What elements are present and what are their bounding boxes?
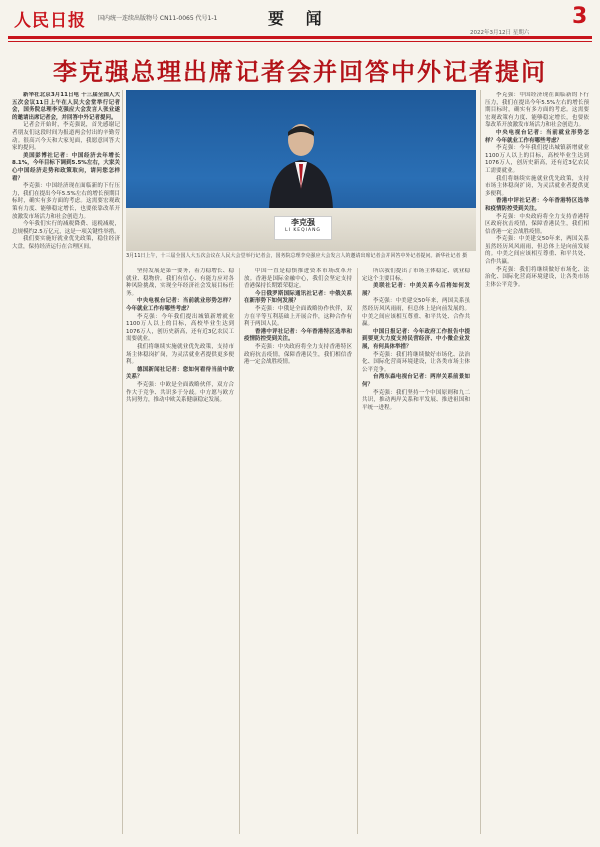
paragraph: 所以我们提出了市场主体稳定、就业稳定这个主要目标。	[362, 268, 470, 282]
header-rule-thin	[8, 41, 592, 42]
article-column-3	[244, 268, 352, 834]
nameplate-chinese: 李克强	[291, 218, 315, 227]
column-divider	[122, 90, 123, 834]
paragraph: 香港中评社记者：今年香港特区选举和疫情防控受到关注。	[244, 328, 352, 343]
paragraph: 李克强：中俄是全面战略协作伙伴，双方在平等互利基础上开展合作，这种合作有利于两国人民。	[244, 305, 352, 328]
paragraph: 美国彭博社记者：中国经济去年增长8.1%，今年目标下调到5.5%左右，大家关心中国经济走势和政策取向，请问您怎样看？	[12, 152, 120, 182]
paragraph: 我们将继续实施就业优先政策，支持市场主体稳岗扩岗，为灵活就业者提供更多便利。	[485, 175, 589, 197]
press-conference-photo	[126, 90, 476, 251]
paragraph: 李克强：中国经济现在面临新的下行压力，我们在提出今年5.5%左右的增长预期目标时，确实有多方面的考虑。这需要宏观政策有力度、能够稳定增长，也要依靠改革开放激发市场活力和社会创造力。	[12, 183, 120, 220]
paragraph: 我们将继续实施就业优先政策，支持市场主体稳岗扩岗，为灵活就业者提供更多便利。	[126, 343, 234, 366]
paragraph: 台湾东森电视台记者：两岸关系前景如何？	[362, 374, 470, 388]
nameplate	[274, 216, 332, 240]
column-divider	[239, 268, 240, 834]
header-rule-thick	[8, 36, 592, 39]
paragraph: 今日俄罗斯国际通讯社记者：中俄关系在新形势下如何发展？	[244, 290, 352, 305]
paragraph: 坚持发展是第一要务，着力稳增长、稳就业、稳物价。我们有信心、有能力应对各种风险挑战，实现全年经济社会发展目标任务。	[126, 268, 234, 297]
paragraph: 李克强：我们将继续做好市场化、法治化、国际化营商环境建设，让各类市场主体公平竞争。	[485, 266, 589, 288]
publication-meta: 国内统一连续出版物号 CN11-0065 代号1-1	[98, 15, 218, 22]
paragraph: 今年我们实行的减税降费、退税减税，总规模约2.5万亿元，这是一项关键性举措。	[12, 221, 120, 235]
paragraph: 李克强：中美建交50年来，两国关系虽然经历风风雨雨，但总体上是向前发展的。中美之间应该相互尊重、和平共处、合作共赢。	[485, 236, 589, 266]
paragraph: 李克强：中欧是全面战略伙伴，双方合作大于竞争、共识多于分歧。中方愿与欧方共同努力，推动中欧关系健康稳定发展。	[126, 381, 234, 404]
paragraph: 中央电视台记者：当前就业形势怎样？今年就业工作有哪些考虑？	[485, 129, 589, 144]
paragraph: 德国新闻社记者：您如何看待当前中欧关系？	[126, 366, 234, 381]
paragraph: 李克强：中央政府将全力支持香港特区政府抗击疫情，保障香港民生，我们相信香港一定会战胜疫情。	[244, 343, 352, 366]
issue-date: 2022年3月12日 星期六	[470, 30, 530, 36]
page-number: 3	[572, 4, 588, 29]
newspaper-logo: 人民日报	[14, 11, 86, 31]
nameplate-english: LI KEQIANG	[285, 228, 321, 233]
paragraph: 李克强：今年我们提出城镇新增就业1100万人以上的目标，高校毕业生达到1076万人，创历史新高，还有近3亿农民工需要就业。	[126, 313, 234, 343]
masthead	[0, 0, 600, 38]
paragraph: 李克强：今年我们提出城镇新增就业1100万人以上的目标，高校毕业生达到1076万人，创历史新高，还有近3亿农民工需要就业。	[485, 145, 589, 174]
paragraph: 中国一直是稳慎推进资本市场改革开放。香港是国际金融中心，我们会坚定支持香港保持长期繁荣稳定。	[244, 268, 352, 290]
paragraph: 新华社北京3月11日电 十三届全国人大五次会议11日上午在人民大会堂举行记者会，国务院总理李克强应大会发言人张业遂的邀请出席记者会，并回答中外记者提问。	[12, 92, 120, 121]
paragraph: 李克强：我们将继续做好市场化、法治化、国际化营商环境建设，让各类市场主体公平竞争。	[362, 351, 470, 373]
column-divider	[480, 90, 481, 834]
article-column-1	[12, 92, 120, 834]
paragraph: 李克强：中国经济现在面临新的下行压力，我们在提出今年5.5%左右的增长预期目标时，确实有多方面的考虑。这需要宏观政策有力度、能够稳定增长，也要依靠改革开放激发市场活力和社会创造力。	[485, 92, 589, 129]
paragraph: 香港中评社记者：今年香港特区选举和疫情防控受到关注。	[485, 198, 589, 212]
paragraph: 中国日报记者：今年政府工作报告中提到要更大力度支持民营经济、中小微企业发展，有何具体举措？	[362, 328, 470, 350]
column-divider	[357, 268, 358, 834]
article-headline: 李克强总理出席记者会并回答中外记者提问	[53, 57, 547, 86]
paragraph: 我们要实施好就业优先政策，稳住经济大盘，保持经济运行在合理区间。	[12, 236, 120, 250]
paragraph: 美联社记者：中美关系今后将如何发展？	[362, 283, 470, 297]
paragraph: 记者会开始时，李克强说，首先感谢记者朋友们这段时间为报道两会付出的辛勤劳动。很高兴今天和大家见面，我愿意回答大家的提问。	[12, 122, 120, 152]
section-title: 要 闻	[268, 9, 330, 28]
photo-caption: 3月11日上午，十三届全国人大五次会议在人民大会堂举行记者会，国务院总理李克强应大会发言人的邀请出席记者会并回答中外记者提问。新华社记者 摄	[126, 253, 468, 259]
speaker-figure	[261, 118, 341, 213]
article-column-5	[485, 92, 589, 834]
paragraph: 李克强：中美建交50年来，两国关系虽然经历风风雨雨，但总体上是向前发展的。中美之间应该相互尊重、和平共处、合作共赢。	[362, 298, 470, 328]
paragraph: 李克强：我们坚持一个中国原则和九二共识，推动两岸关系和平发展、推进祖国和平统一进程。	[362, 389, 470, 411]
article-column-4	[362, 268, 470, 834]
paragraph: 中央电视台记者：当前就业形势怎样？今年就业工作有哪些考虑？	[126, 298, 234, 312]
article-column-2	[126, 268, 234, 834]
paragraph: 李克强：中央政府将全力支持香港特区政府抗击疫情，保障香港民生，我们相信香港一定会战胜疫情。	[485, 213, 589, 235]
